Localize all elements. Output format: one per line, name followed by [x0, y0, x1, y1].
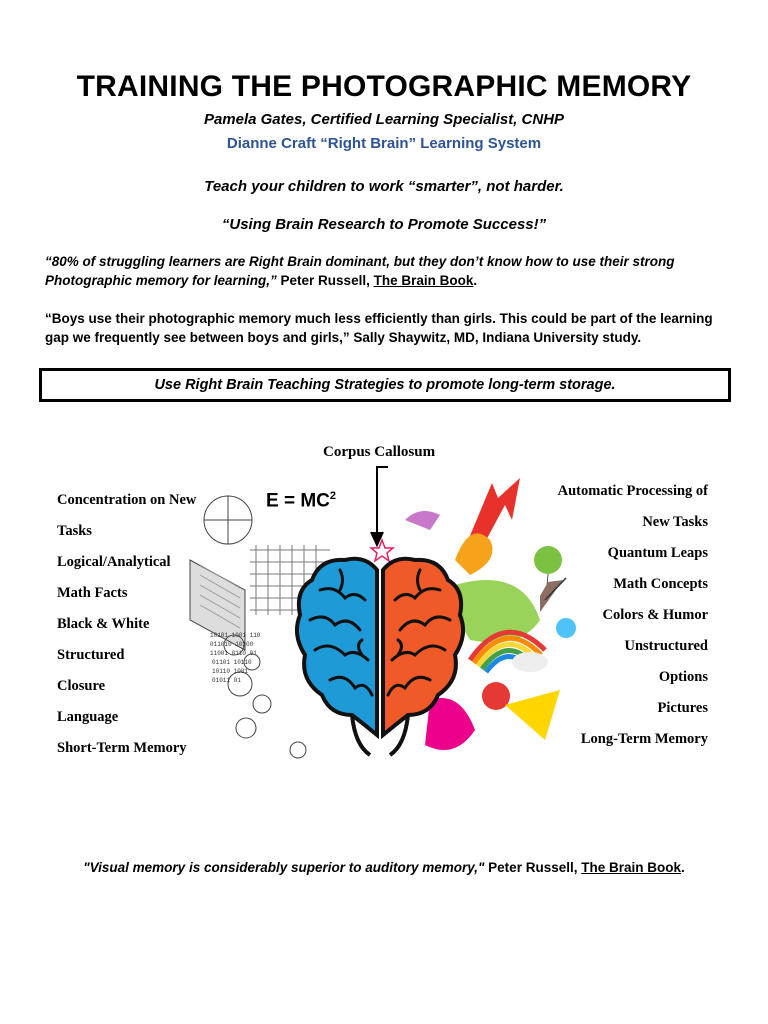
bottom-quote-book: The Brain Book: [581, 860, 681, 875]
bottom-quote: [0, 860, 768, 875]
left-label-2: Tasks: [57, 523, 92, 539]
system-line: Dianne Craft “Right Brain” Learning System: [226, 135, 542, 152]
svg-text:01011 01: 01011 01: [212, 677, 241, 684]
left-label-9: Short-Term Memory: [57, 740, 187, 756]
bottom-quote-text: "Visual memory is considerably superior to auditory memory,": [83, 860, 485, 875]
corpus-callosum-label: Corpus Callosum: [323, 444, 436, 460]
svg-text:10110 1001: 10110 1001: [212, 668, 249, 675]
svg-text:011010 10100: 011010 10100: [210, 641, 254, 648]
left-label-4: Math Facts: [57, 585, 128, 601]
right-label-2: New Tasks: [642, 514, 708, 530]
corpus-arrow: [371, 467, 388, 545]
left-label-1: Concentration on New: [57, 492, 197, 508]
right-label-7: Options: [658, 669, 708, 685]
strategy-box: Use Right Brain Teaching Strategies to promote long-term storage.: [39, 368, 731, 402]
left-label-8: Language: [57, 709, 119, 725]
right-label-8: Pictures: [657, 700, 708, 716]
right-label-4: Math Concepts: [613, 576, 708, 592]
quote-russell-text: “80% of struggling learners are Right Brain dominant, but they don’t know how to use their strong Photographic memory for learning,”: [45, 254, 675, 288]
right-label-5: Colors & Humor: [602, 607, 708, 623]
left-label-6: Structured: [57, 647, 125, 663]
left-label-3: Logical/Analytical: [57, 554, 171, 570]
right-label-1: Automatic Processing of: [557, 483, 708, 499]
page-title: TRAINING THE PHOTOGRAPHIC MEMORY: [76, 70, 692, 103]
svg-text:01101 10110: 01101 10110: [212, 659, 252, 666]
left-label-7: Closure: [57, 678, 106, 694]
quote-russell-end: .: [473, 273, 478, 288]
bottom-quote-end: .: [680, 860, 685, 875]
right-label-6: Unstructured: [624, 638, 708, 654]
tagline: Teach your children to work “smarter”, not harder.: [204, 178, 564, 195]
equation-label: [266, 490, 336, 512]
quote-russell-book: The Brain Book: [373, 273, 474, 288]
right-label-3: Quantum Leaps: [607, 545, 708, 561]
svg-text:10101 1001 110: 10101 1001 110: [210, 632, 261, 639]
equation-exponent: 2: [329, 490, 336, 502]
right-label-9: Long-Term Memory: [580, 731, 708, 747]
quote-russell-attribution: Peter Russell,: [276, 273, 374, 288]
quote-shaywitz: “Boys use their photographic memory much less efficiently than girls. This could be part of the learning gap we frequently see between boys and girls,” Sally Shaywitz, MD, Indiana University study.: [45, 311, 713, 345]
left-label-5: Black & White: [57, 616, 150, 632]
equation-text: E = MC: [266, 490, 330, 512]
subtagline: “Using Brain Research to Promote Success!”: [221, 216, 547, 233]
svg-text:11001 0110 01: 11001 0110 01: [210, 650, 257, 657]
author-line: Pamela Gates, Certified Learning Specialist, CNHP: [203, 111, 565, 128]
left-hemisphere: [297, 559, 377, 755]
bottom-quote-attribution: Peter Russell,: [484, 860, 582, 875]
